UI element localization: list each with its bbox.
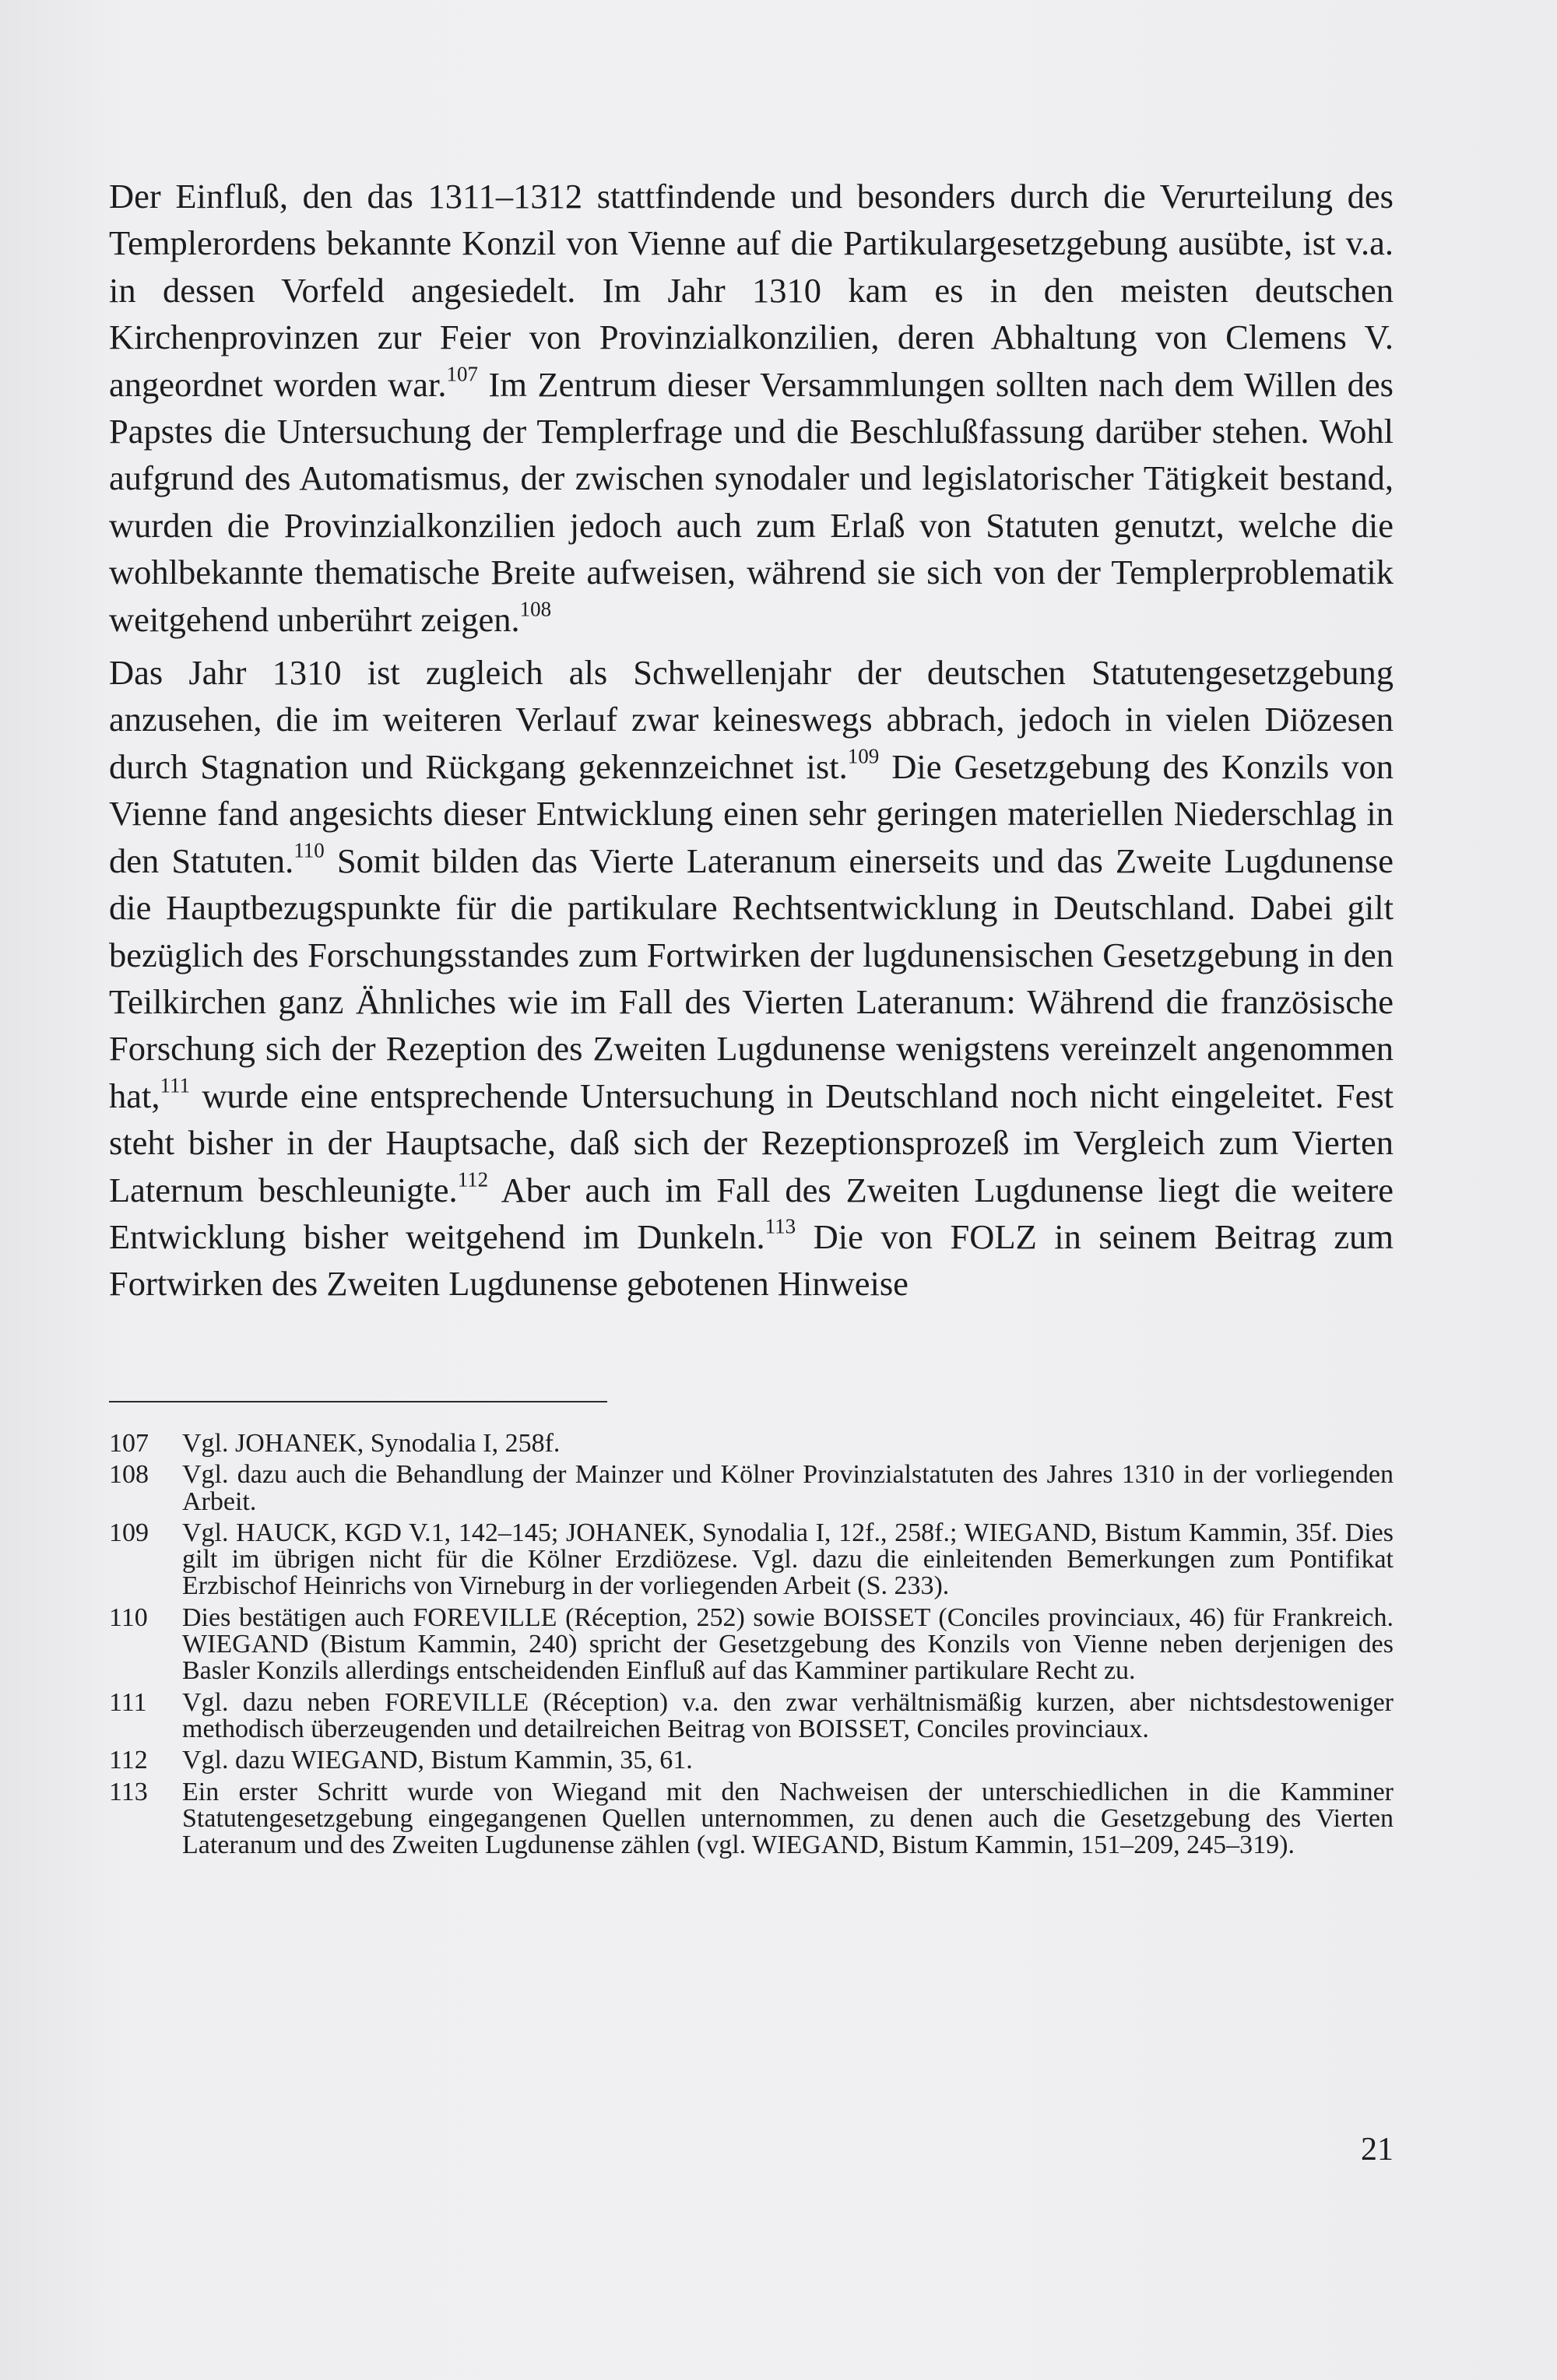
footnote-113 (109, 1779, 1394, 1859)
footnote-number: 110 (109, 1602, 148, 1632)
footnote-ref-112[interactable]: 112 (457, 1167, 489, 1192)
text-run: Im Zentrum dieser Versammlungen sollten nach dem Willen des Papstes die Untersuchung der Templerfrage und die Beschlußfassung darüber stehen. Wohl aufgrund des Automatismus, der zwischen synodaler und legislatorischer Tätigkeit bestand, wurden die Provinzialkonzilien jedoch auch zum Erlaß von Statuten genutzt, welche die wohlbekannte thematische Breite aufweisen, während sie sich von der Templerproblematik weitgehend unberührt zeigen. (109, 364, 1394, 639)
footnote-ref-107[interactable]: 107 (446, 362, 479, 386)
footnote-text: Vgl. JOHANEK, Synodalia I, 258f. (182, 1429, 561, 1458)
paragraph-2 (109, 649, 1394, 1308)
text-run: Aber auch im Fall des Zweiten Lugdunense liegt die weitere Entwicklung bisher weitgehend im Dunkeln. (109, 1170, 1394, 1256)
footnote-108 (109, 1462, 1394, 1515)
footnote-text: Vgl. dazu auch die Behandlung der Mainzer und Kölner Provinzialstatuten des Jahres 1310 in der vorliegenden Arbeit. (182, 1460, 1394, 1516)
footnote-divider (109, 1401, 607, 1402)
footnote-number: 113 (109, 1777, 148, 1806)
footnote-ref-110[interactable]: 110 (293, 838, 325, 862)
footnote-number: 111 (109, 1687, 147, 1717)
footnote-text: Dies bestätigen auch FOREVILLE (Réception, 252) sowie BOISSET (Conciles provinciaux, 46) für Frankreich. WIEGAND (Bistum Kammin, 240) spricht der Gesetzgebung des Konzils von Vienne neben derjenigen des Basler Konzils allerdings entscheidenden Einfluß auf das Kamminer partikulare Recht zu. (182, 1602, 1394, 1686)
footnote-109 (109, 1520, 1394, 1600)
footnote-number: 107 (109, 1429, 149, 1458)
footnote-111 (109, 1687, 1394, 1743)
footnote-ref-111[interactable]: 111 (160, 1073, 190, 1097)
footnote-110 (109, 1602, 1394, 1686)
footnotes (109, 1430, 1394, 1863)
footnote-number: 108 (109, 1460, 149, 1490)
text-run: wurde eine entsprechende Untersuchung in Deutschland noch nicht eingeleitet. Fest steht bisher in der Hauptsache, daß sich der Rezeptionsprozeß im Vergleich zum Vierten Laternum beschleunigte. (109, 1076, 1394, 1209)
footnote-text: Vgl. dazu neben FOREVILLE (Réception) v.a. den zwar verhältnismäßig kurzen, aber nichtsdestoweniger methodisch überzeugenden und detailreichen Beitrag von BOISSET, Conciles provinciaux. (182, 1687, 1394, 1743)
footnote-text: Ein erster Schritt wurde von Wiegand mit den Nachweisen der unterschiedlichen in die Kamminer Statutengesetzgebung eingegangenen Quellen unternommen, zu denen auch die Gesetzgebung des Vierten Lateranum und des Zweiten Lugdunense zählen (vgl. WIEGAND, Bistum Kammin, 151–209, 245–319). (182, 1777, 1394, 1860)
footnote-text: Vgl. HAUCK, KGD V.1, 142–145; JOHANEK, Synodalia I, 12f., 258f.; WIEGAND, Bistum Kammin, 35f. Dies gilt im übrigen nicht für die Kölner Erzdiözese. Vgl. dazu die einleitenden Bemerkungen zum Pontifikat Erzbischof Heinrichs von Virneburg in der vorliegenden Arbeit (S. 233). (182, 1518, 1394, 1601)
footnote-number: 112 (109, 1746, 148, 1775)
footnote-ref-109[interactable]: 109 (847, 744, 880, 768)
page-number: 21 (1361, 2132, 1394, 2168)
footnote-text: Vgl. dazu WIEGAND, Bistum Kammin, 35, 61. (182, 1746, 693, 1775)
footnote-number: 109 (109, 1518, 149, 1547)
text-run: Das Jahr 1310 ist zugleich als Schwellenjahr der deutschen Statutengesetzgebung anzusehen, die im weiteren Verlauf zwar keineswegs abbrach, jedoch in vielen Diözesen durch Stagnation und Rückgang gekennzeichnet ist. (109, 653, 1394, 786)
text-run: Die von FOLZ in seinem Beitrag zum Fortwirken des Zweiten Lugdunense gebotenen Hinweise (109, 1216, 1394, 1304)
footnote-ref-113[interactable]: 113 (764, 1214, 796, 1238)
paragraph-1 (109, 173, 1394, 643)
footnote-112 (109, 1747, 1394, 1774)
body-text (109, 173, 1394, 1308)
text-run: Die Gesetzgebung des Konzils von Vienne fand angesichts dieser Entwicklung einen sehr geringen materiellen Niederschlag in den Statuten. (109, 746, 1394, 880)
footnote-107 (109, 1430, 1394, 1457)
text-run: Somit bilden das Vierte Lateranum einerseits und das Zweite Lugdunense die Hauptbezugspunkte für die partikulare Rechtsentwicklung in Deutschland. Dabei gilt bezüglich des Forschungsstandes zum Fortwirken der lugdunensischen Gesetzgebung in den Teilkirchen ganz Ähnliches wie im Fall des Vierten Lateranum: Während die französische Forschung sich der Rezeption des Zweiten Lugdunense wenigstens vereinzelt angenommen hat, (109, 841, 1394, 1115)
footnote-ref-108[interactable]: 108 (519, 597, 552, 621)
text-run: Der Einfluß, den das 1311–1312 stattfindende und besonders durch die Verurteilung des Templerordens bekannte Konzil von Vienne auf die Partikulargesetzgebung ausübte, ist v.a. in dessen Vorfeld angesiedelt. Im Jahr 1310 kam es in den meisten deutschen Kirchenprovinzen zur Feier von Provinzialkonzilien, deren Abhaltung von Clemens V. angeordnet worden war. (109, 177, 1394, 404)
